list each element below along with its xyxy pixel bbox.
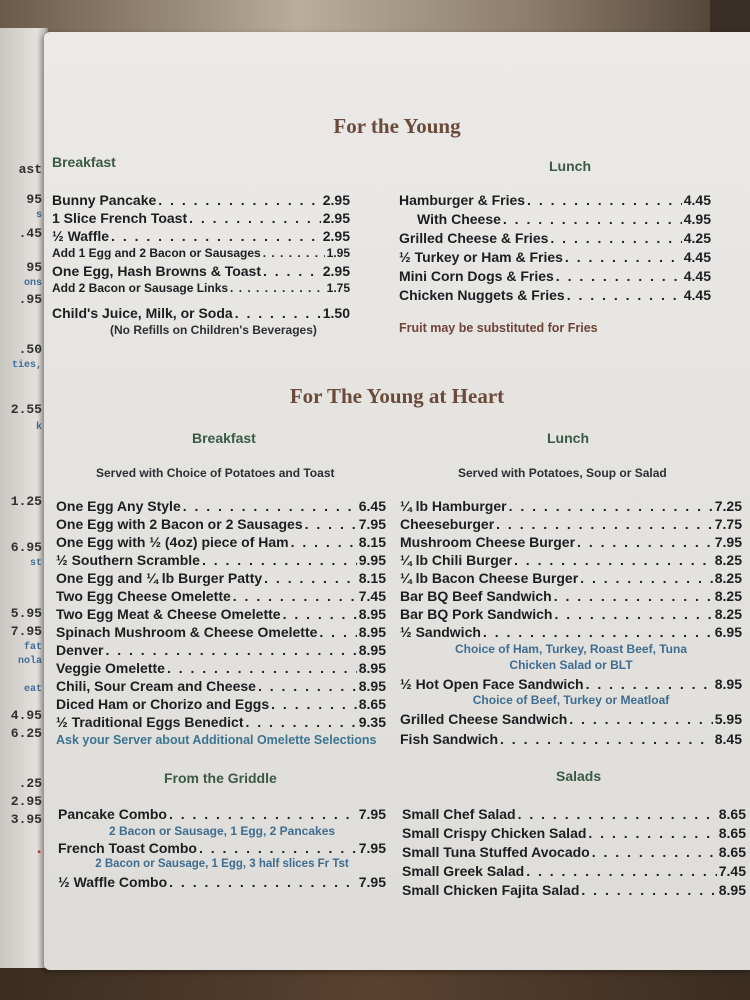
- fruit-substitution-note: Fruit may be substituted for Fries: [399, 321, 598, 335]
- leader-dots: [586, 676, 713, 692]
- menu-item: [56, 714, 386, 732]
- left-page-fragment: nola: [17, 656, 42, 667]
- menu-item: [56, 624, 386, 642]
- item-price: 4.95: [683, 211, 711, 227]
- item-price: 8.95: [358, 660, 386, 676]
- no-refills-note: (No Refills on Children's Beverages): [110, 323, 317, 337]
- leader-dots: [527, 192, 682, 208]
- leader-dots: [569, 711, 712, 727]
- salads-heading: Salads: [556, 768, 602, 784]
- menu-item: [400, 516, 742, 534]
- item-name: One Egg with ½ (4oz) piece of Ham: [56, 534, 289, 550]
- menu-item: [400, 534, 742, 552]
- left-page-fragment: s: [35, 210, 42, 221]
- item-name: ½ Turkey or Ham & Fries: [399, 249, 563, 265]
- leader-dots: [496, 516, 713, 532]
- leader-dots: [199, 840, 357, 856]
- menu-item: [400, 711, 742, 731]
- item-name: Mushroom Cheese Burger: [400, 534, 576, 550]
- young-lunch-heading: Lunch: [549, 158, 591, 174]
- item-price: 1.50: [322, 305, 350, 321]
- item-name: Bunny Pancake: [52, 192, 157, 208]
- item-price: 4.25: [683, 230, 711, 246]
- menu-item: [402, 882, 746, 901]
- item-price: 7.95: [358, 874, 386, 890]
- section-title-young-at-heart: For The Young at Heart: [289, 384, 505, 408]
- item-price: 1.75: [326, 281, 350, 295]
- left-page-red-mark: ▪: [35, 848, 42, 859]
- item-name: Veggie Omelette: [56, 660, 165, 676]
- item-price: 2.95: [322, 263, 350, 279]
- item-name: Bar BQ Pork Sandwich: [400, 606, 553, 622]
- menu-item: [52, 246, 350, 263]
- griddle-heading: From the Griddle: [164, 770, 277, 786]
- item-price: 8.65: [718, 825, 746, 841]
- young-breakfast-list: [52, 192, 350, 337]
- item-price: 2.95: [322, 192, 350, 208]
- left-page-fragment: 2.95: [10, 794, 42, 809]
- menu-item: [399, 287, 711, 306]
- menu-item: [52, 281, 350, 305]
- menu-item: [399, 230, 711, 249]
- item-name: Two Egg Cheese Omelette: [56, 588, 231, 604]
- left-page-fragment: .25: [18, 776, 42, 791]
- leader-dots: [567, 287, 682, 303]
- item-name: ½ Traditional Eggs Benedict: [56, 714, 244, 730]
- menu-item: [400, 498, 742, 516]
- item-price: 8.95: [718, 882, 746, 898]
- item-name: With Cheese: [417, 211, 501, 227]
- left-page-fragment: 95: [26, 260, 42, 275]
- item-name: ½ Waffle: [52, 228, 110, 244]
- item-name: French Toast Combo: [58, 840, 197, 856]
- left-page-fragment: .45: [18, 226, 42, 241]
- menu-item: [56, 516, 386, 534]
- leader-dots: [235, 305, 321, 321]
- menu-item: [399, 249, 711, 268]
- leader-dots: [111, 228, 321, 244]
- item-price: 1.95: [326, 246, 350, 260]
- left-page-fragment: ast: [18, 162, 42, 177]
- left-page-fragment: k: [35, 422, 42, 433]
- left-page-fragment: eat: [23, 684, 42, 695]
- leader-dots: [518, 806, 717, 822]
- heart-lunch-heading: Lunch: [547, 430, 589, 446]
- menu-item: [400, 676, 742, 693]
- item-name: One Egg Any Style: [56, 498, 181, 514]
- item-name: Hamburger & Fries: [399, 192, 526, 208]
- menu-item: [56, 606, 386, 624]
- menu-item: [56, 588, 386, 606]
- leader-dots: [189, 210, 321, 226]
- item-price: 4.45: [683, 268, 711, 284]
- leader-dots: [263, 263, 321, 279]
- left-page-fragment: ons: [23, 278, 42, 289]
- menu-item: [56, 660, 386, 678]
- menu-item: [56, 678, 386, 696]
- item-price: 5.95: [714, 711, 742, 727]
- item-price: 7.45: [718, 863, 746, 879]
- item-name: ½ Southern Scramble: [56, 552, 200, 568]
- item-price: 8.65: [358, 696, 386, 712]
- item-name: Small Chicken Fajita Salad: [402, 882, 580, 898]
- menu-sheet: [44, 32, 750, 970]
- item-name: Small Crispy Chicken Salad: [402, 825, 587, 841]
- item-name: Small Greek Salad: [402, 863, 525, 879]
- menu-item: [400, 588, 742, 606]
- menu-item: [400, 624, 742, 642]
- menu-item: [402, 825, 746, 844]
- item-name: Grilled Cheese Sandwich: [400, 711, 568, 727]
- salads-list: [402, 806, 746, 901]
- item-price: 7.75: [714, 516, 742, 532]
- heart-breakfast-subheading: Served with Choice of Potatoes and Toast: [96, 466, 335, 480]
- menu-item: [400, 731, 742, 749]
- leader-dots: [305, 516, 357, 532]
- young-lunch-list: [399, 192, 711, 306]
- item-price: 8.25: [714, 552, 742, 568]
- left-page-fragment: ties,: [11, 360, 42, 371]
- section-title-young: For the Young: [333, 114, 461, 138]
- item-price: 4.45: [683, 287, 711, 303]
- leader-dots: [526, 863, 717, 879]
- menu-item: [58, 840, 386, 858]
- open-face-choice-note: Choice of Beef, Turkey or Meatloaf: [472, 693, 670, 707]
- leader-dots: [319, 624, 356, 640]
- menu-item: [399, 268, 711, 287]
- item-name: ¼ lb Chili Burger: [400, 552, 513, 568]
- item-name: ½ Hot Open Face Sandwich: [400, 676, 584, 692]
- leader-dots: [580, 570, 713, 586]
- left-page-fragment: st: [29, 558, 42, 569]
- menu-item: [52, 192, 350, 210]
- leader-dots: [581, 882, 716, 898]
- leader-dots: [167, 660, 357, 676]
- item-name: Bar BQ Beef Sandwich: [400, 588, 552, 604]
- item-name: ¼ lb Hamburger: [400, 498, 507, 514]
- menu-item: [56, 570, 386, 588]
- left-page-fragment: 95: [26, 192, 42, 207]
- item-price: 8.65: [718, 844, 746, 860]
- menu-item: [56, 534, 386, 552]
- item-price: 4.45: [683, 192, 711, 208]
- menu-item: [58, 874, 386, 892]
- item-price: 4.45: [683, 249, 711, 265]
- leader-dots: [105, 642, 356, 658]
- item-price: 8.95: [358, 606, 386, 622]
- item-price: 7.95: [358, 840, 386, 856]
- menu-item: [402, 806, 746, 825]
- menu-item: [399, 211, 711, 230]
- left-page-fragment: 6.95: [10, 540, 42, 555]
- item-name: Spinach Mushroom & Cheese Omelette: [56, 624, 318, 640]
- item-price: 8.65: [718, 806, 746, 822]
- item-name: ½ Sandwich: [400, 624, 481, 640]
- leader-dots: [554, 588, 713, 604]
- menu-item: [52, 263, 350, 281]
- leader-dots: [550, 230, 681, 246]
- menu-item: [402, 863, 746, 882]
- item-price: 8.25: [714, 606, 742, 622]
- item-price: 7.45: [358, 588, 386, 604]
- omelette-selections-note: Ask your Server about Additional Omelette Selections: [56, 733, 377, 747]
- menu-item: [52, 305, 350, 323]
- griddle-list: [58, 806, 386, 892]
- left-page-fragment: 7.95: [10, 624, 42, 639]
- young-breakfast-heading: Breakfast: [52, 154, 116, 170]
- heart-breakfast-heading: Breakfast: [192, 430, 256, 446]
- menu-item: [399, 192, 711, 211]
- item-name: One Egg and ¼ lb Burger Patty: [56, 570, 263, 586]
- leader-dots: [588, 825, 716, 841]
- sandwich-choice-note-2: Chicken Salad or BLT: [509, 658, 633, 672]
- item-price: 9.35: [358, 714, 386, 730]
- item-price: 9.95: [358, 552, 386, 568]
- menu-item: [58, 806, 386, 824]
- leader-dots: [554, 606, 712, 622]
- heart-breakfast-list: [56, 498, 386, 747]
- left-page-fragment: .95: [18, 292, 42, 307]
- item-name: Pancake Combo: [58, 806, 167, 822]
- menu-item: [56, 498, 386, 516]
- item-price: 8.95: [714, 676, 742, 692]
- menu-item: [400, 606, 742, 624]
- item-name: Cheeseburger: [400, 516, 495, 532]
- leader-dots: [183, 498, 357, 514]
- left-page-fragment: 5.95: [10, 606, 42, 621]
- left-page-fragment: 3.95: [10, 812, 42, 827]
- item-price: 6.45: [358, 498, 386, 514]
- item-name: Add 1 Egg and 2 Bacon or Sausages: [52, 246, 261, 260]
- item-price: 6.95: [714, 624, 742, 640]
- menu-item: [56, 642, 386, 660]
- item-price: 8.25: [714, 570, 742, 586]
- item-price: 2.95: [322, 210, 350, 226]
- item-name: Small Chef Salad: [402, 806, 516, 822]
- leader-dots: [483, 624, 713, 640]
- item-price: 8.25: [714, 588, 742, 604]
- item-name: Grilled Cheese & Fries: [399, 230, 549, 246]
- left-page-fragment: 1.25: [10, 494, 42, 509]
- item-price: 8.45: [714, 731, 742, 747]
- item-name: Denver: [56, 642, 104, 658]
- leader-dots: [169, 806, 357, 822]
- item-name: ½ Waffle Combo: [58, 874, 168, 890]
- heart-lunch-subheading: Served with Potatoes, Soup or Salad: [458, 466, 667, 480]
- leader-dots: [202, 552, 357, 568]
- item-name: Two Egg Meat & Cheese Omelette: [56, 606, 281, 622]
- leader-dots: [258, 678, 357, 694]
- menu-item: [402, 844, 746, 863]
- leader-dots: [264, 570, 357, 586]
- item-name: Chili, Sour Cream and Cheese: [56, 678, 256, 694]
- left-page-fragment: 6.25: [10, 726, 42, 741]
- leader-dots: [230, 281, 325, 295]
- item-price: 8.15: [358, 570, 386, 586]
- menu-item: [52, 228, 350, 246]
- item-name: Diced Ham or Chorizo and Eggs: [56, 696, 270, 712]
- item-name: 1 Slice French Toast: [52, 210, 188, 226]
- item-name: One Egg, Hash Browns & Toast: [52, 263, 261, 279]
- item-name: Chicken Nuggets & Fries: [399, 287, 565, 303]
- leader-dots: [503, 211, 682, 227]
- leader-dots: [245, 714, 356, 730]
- item-name: One Egg with 2 Bacon or 2 Sausages: [56, 516, 303, 532]
- leader-dots: [556, 268, 682, 284]
- leader-dots: [500, 731, 713, 747]
- menu-item: [400, 570, 742, 588]
- left-page-fragment: .50: [18, 342, 42, 357]
- griddle-item-note: 2 Bacon or Sausage, 1 Egg, 2 Pancakes: [108, 824, 336, 838]
- item-name: Add 2 Bacon or Sausage Links: [52, 281, 229, 295]
- item-price: 2.95: [322, 228, 350, 244]
- item-price: 7.95: [358, 516, 386, 532]
- left-page-fragment: fat: [23, 642, 42, 653]
- menu-item: [400, 552, 742, 570]
- item-price: 8.15: [358, 534, 386, 550]
- leader-dots: [283, 606, 357, 622]
- leader-dots: [263, 246, 325, 260]
- item-name: ¼ lb Bacon Cheese Burger: [400, 570, 579, 586]
- item-name: Small Tuna Stuffed Avocado: [402, 844, 590, 860]
- left-menu-page-edge: [0, 28, 48, 968]
- item-price: 7.95: [358, 806, 386, 822]
- sandwich-choice-note: Choice of Ham, Turkey, Roast Beef, Tuna: [454, 642, 688, 656]
- item-price: 7.95: [714, 534, 742, 550]
- leader-dots: [577, 534, 713, 550]
- item-price: 7.25: [714, 498, 742, 514]
- heart-lunch-list: [400, 498, 742, 749]
- leader-dots: [169, 874, 357, 890]
- leader-dots: [565, 249, 682, 265]
- item-name: Child's Juice, Milk, or Soda: [52, 305, 233, 321]
- left-page-fragment: 4.95: [10, 708, 42, 723]
- leader-dots: [233, 588, 357, 604]
- leader-dots: [592, 844, 717, 860]
- item-price: 8.95: [358, 678, 386, 694]
- leader-dots: [509, 498, 713, 514]
- leader-dots: [271, 696, 357, 712]
- item-name: Fish Sandwich: [400, 731, 499, 747]
- left-page-fragment: 2.55: [10, 402, 42, 417]
- menu-item: [56, 696, 386, 714]
- leader-dots: [514, 552, 713, 568]
- item-price: 8.95: [358, 624, 386, 640]
- item-name: Mini Corn Dogs & Fries: [399, 268, 554, 284]
- leader-dots: [158, 192, 320, 208]
- menu-item: [56, 552, 386, 570]
- griddle-item-note: 2 Bacon or Sausage, 1 Egg, 3 half slices Fr Tst: [95, 858, 349, 870]
- menu-item: [52, 210, 350, 228]
- item-price: 8.95: [358, 642, 386, 658]
- leader-dots: [291, 534, 357, 550]
